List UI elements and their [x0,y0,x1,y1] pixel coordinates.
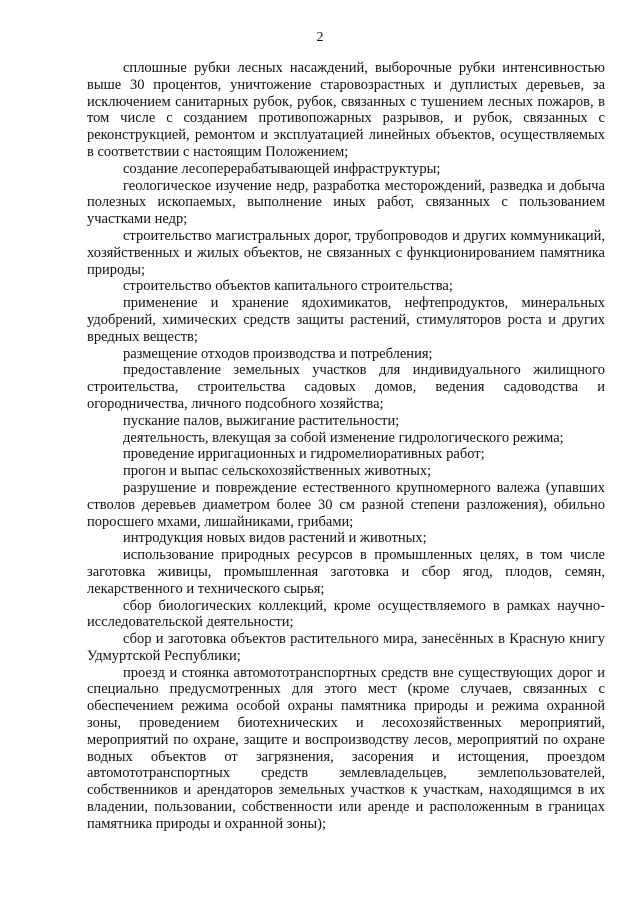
paragraph-16: сбор биологических коллекций, кроме осуществляемого в рамках научно-исследовательской деятельности; [87,597,605,631]
paragraph-11: проведение ирригационных и гидромелиоративных работ; [123,446,485,463]
paragraph-7: размещение отходов производства и потребления; [123,345,433,362]
paragraph-1: сплошные рубки лесных насаждений, выборочные рубки интенсивностью выше 30 процентов, уничтожение старовозрастных и дуплистых деревьев, за исключением санитарных рубок, рубок, связанных с тушением лесных пожаров, в том числе с созданием противопожарных разрывов, и рубок, связанных с реконструкцией, ремонтом и эксплуатацией линейных объектов, осуществляемых в соответствии с настоящим Положением; [87,60,605,160]
document-body [87,60,605,833]
paragraph-18: проезд и стоянка автомототранспортных средств вне существующих дорог и специально предусмотренных для этого мест (кроме случаев, связанных с обеспечением режима особой охраны памятника природы и режима охранной зоны, проведением биотехнических и лесохозяйственных мероприятий, мероприятий по охране, защите и воспроизводству лесов, мероприятий по охране водных объектов от загрязнения, засорения и истощения, проездом автомототранспортных средств землевладельцев, землепользователей, собственников и арендаторов земельных участков к участкам, находящимся в их владении, пользовании, собственности или аренде и расположенным в границах памятника природы и охранной зоны); [87,664,605,832]
paragraph-5: строительство объектов капитального строительства; [123,278,453,295]
paragraph-2: создание лесоперерабатывающей инфраструктуры; [123,160,441,177]
paragraph-10: деятельность, влекущая за собой изменение гидрологического режима; [123,429,564,446]
paragraph-9: пускание палов, выжигание растительности; [123,412,400,429]
paragraph-13: разрушение и повреждение естественного крупномерного валежа (упавших стволов деревьев диаметром более 30 см разной степени разложения), обильно поросшего мхами, лишайниками, грибами; [87,479,605,530]
paragraph-12: прогон и выпас сельскохозяйственных животных; [123,463,432,480]
paragraph-3: геологическое изучение недр, разработка месторождений, разведка и добыча полезных ископаемых, выполнение иных работ, связанных с пользованием участками недр; [87,177,605,228]
paragraph-14: интродукция новых видов растений и животных; [123,530,427,547]
paragraph-4: строительство магистральных дорог, трубопроводов и других коммуникаций, хозяйственных и жилых объектов, не связанных с функционированием памятника природы; [87,227,605,278]
paragraph-8: предоставление земельных участков для индивидуального жилищного строительства, строительства садовых домов, ведения садоводства и огородничества, личного подсобного хозяйства; [87,362,605,412]
paragraph-6: применение и хранение ядохимикатов, нефтепродуктов, минеральных удобрений, химических средств защиты растений, стимуляторов роста и других вредных веществ; [87,295,605,345]
paragraph-17: сбор и заготовка объектов растительного мира, занесённых в Красную книгу Удмуртской Республики; [87,631,605,664]
paragraph-15: использование природных ресурсов в промышленных целях, в том числе заготовка живицы, промышленная заготовка и сбор ягод, плодов, семян, лекарственного и технического сырья; [87,547,605,597]
page-number: 2 [316,30,324,45]
